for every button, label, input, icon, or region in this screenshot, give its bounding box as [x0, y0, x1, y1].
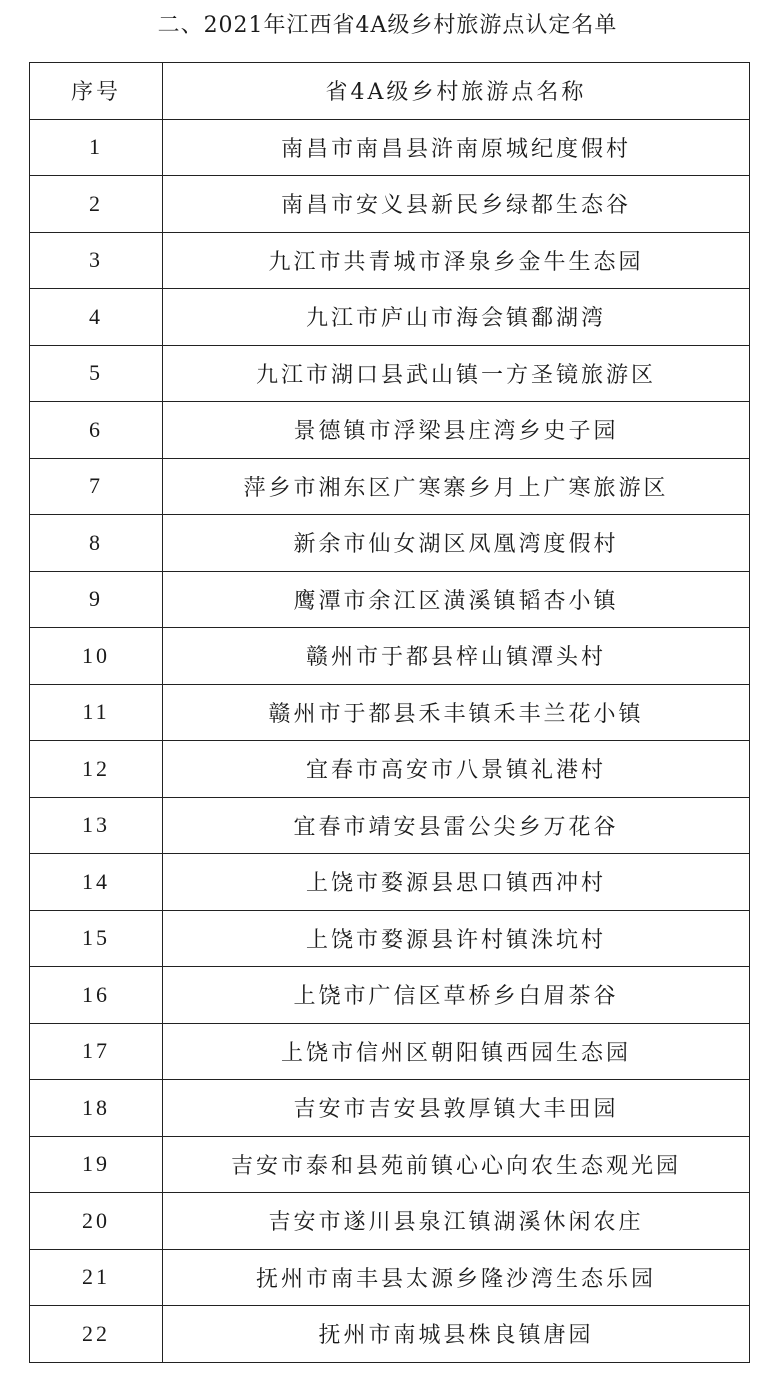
row-site-name: 抚州市南丰县太源乡隆沙湾生态乐园 — [163, 1249, 750, 1306]
table-row — [30, 1193, 750, 1250]
row-site-name: 南昌市南昌县浒南原城纪度假村 — [163, 119, 750, 176]
row-serial-number: 9 — [30, 571, 163, 628]
row-site-name: 上饶市信州区朝阳镇西园生态园 — [163, 1023, 750, 1080]
row-serial-number: 6 — [30, 402, 163, 459]
row-site-name: 九江市庐山市海会镇鄱湖湾 — [163, 289, 750, 346]
table-row — [30, 1306, 750, 1363]
row-site-name: 上饶市婺源县思口镇西冲村 — [163, 854, 750, 911]
row-serial-number: 8 — [30, 515, 163, 572]
row-serial-number: 5 — [30, 345, 163, 402]
table-row — [30, 232, 750, 289]
table-row — [30, 515, 750, 572]
table-row — [30, 1136, 750, 1193]
row-site-name: 九江市湖口县武山镇一方圣镜旅游区 — [163, 345, 750, 402]
row-serial-number: 22 — [30, 1306, 163, 1363]
row-serial-number: 4 — [30, 289, 163, 346]
row-serial-number: 20 — [30, 1193, 163, 1250]
table-row — [30, 741, 750, 798]
row-site-name: 南昌市安义县新民乡绿都生态谷 — [163, 176, 750, 233]
table-row — [30, 797, 750, 854]
row-serial-number: 14 — [30, 854, 163, 911]
row-site-name: 赣州市于都县禾丰镇禾丰兰花小镇 — [163, 684, 750, 741]
row-site-name: 鹰潭市余江区潢溪镇韬杏小镇 — [163, 571, 750, 628]
row-serial-number: 18 — [30, 1080, 163, 1137]
row-site-name: 上饶市婺源县许村镇洙坑村 — [163, 910, 750, 967]
row-serial-number: 12 — [30, 741, 163, 798]
row-site-name: 吉安市泰和县苑前镇心心向农生态观光园 — [163, 1136, 750, 1193]
table-row — [30, 684, 750, 741]
table-row — [30, 571, 750, 628]
table-row — [30, 854, 750, 911]
row-site-name: 景德镇市浮梁县庄湾乡史子园 — [163, 402, 750, 459]
table-row — [30, 289, 750, 346]
table-row — [30, 119, 750, 176]
row-site-name: 吉安市遂川县泉江镇湖溪休闲农庄 — [163, 1193, 750, 1250]
table-row — [30, 458, 750, 515]
row-serial-number: 15 — [30, 910, 163, 967]
tourism-list-table — [29, 62, 750, 1363]
table-row — [30, 1023, 750, 1080]
row-serial-number: 17 — [30, 1023, 163, 1080]
row-site-name: 宜春市高安市八景镇礼港村 — [163, 741, 750, 798]
table-row — [30, 628, 750, 685]
row-site-name: 萍乡市湘东区广寒寨乡月上广寒旅游区 — [163, 458, 750, 515]
row-serial-number: 7 — [30, 458, 163, 515]
row-serial-number: 21 — [30, 1249, 163, 1306]
table-row — [30, 345, 750, 402]
row-site-name: 吉安市吉安县敦厚镇大丰田园 — [163, 1080, 750, 1137]
row-serial-number: 3 — [30, 232, 163, 289]
table-header-row — [30, 63, 750, 120]
row-serial-number: 19 — [30, 1136, 163, 1193]
table-row — [30, 910, 750, 967]
row-serial-number: 1 — [30, 119, 163, 176]
table-row — [30, 967, 750, 1024]
document-title: 二、2021年江西省4A级乡村旅游点认定名单 — [157, 13, 618, 38]
table-row — [30, 176, 750, 233]
row-site-name: 九江市共青城市泽泉乡金牛生态园 — [163, 232, 750, 289]
table-row — [30, 1080, 750, 1137]
header-site-name: 省4A级乡村旅游点名称 — [163, 63, 750, 120]
row-site-name: 上饶市广信区草桥乡白眉茶谷 — [163, 967, 750, 1024]
table-row — [30, 402, 750, 459]
row-serial-number: 10 — [30, 628, 163, 685]
row-serial-number: 11 — [30, 684, 163, 741]
row-site-name: 抚州市南城县株良镇唐园 — [163, 1306, 750, 1363]
row-site-name: 新余市仙女湖区凤凰湾度假村 — [163, 515, 750, 572]
row-site-name: 赣州市于都县梓山镇潭头村 — [163, 628, 750, 685]
row-site-name: 宜春市靖安县雷公尖乡万花谷 — [163, 797, 750, 854]
row-serial-number: 13 — [30, 797, 163, 854]
row-serial-number: 16 — [30, 967, 163, 1024]
row-serial-number: 2 — [30, 176, 163, 233]
table-row — [30, 1249, 750, 1306]
header-serial-number: 序号 — [30, 63, 163, 120]
